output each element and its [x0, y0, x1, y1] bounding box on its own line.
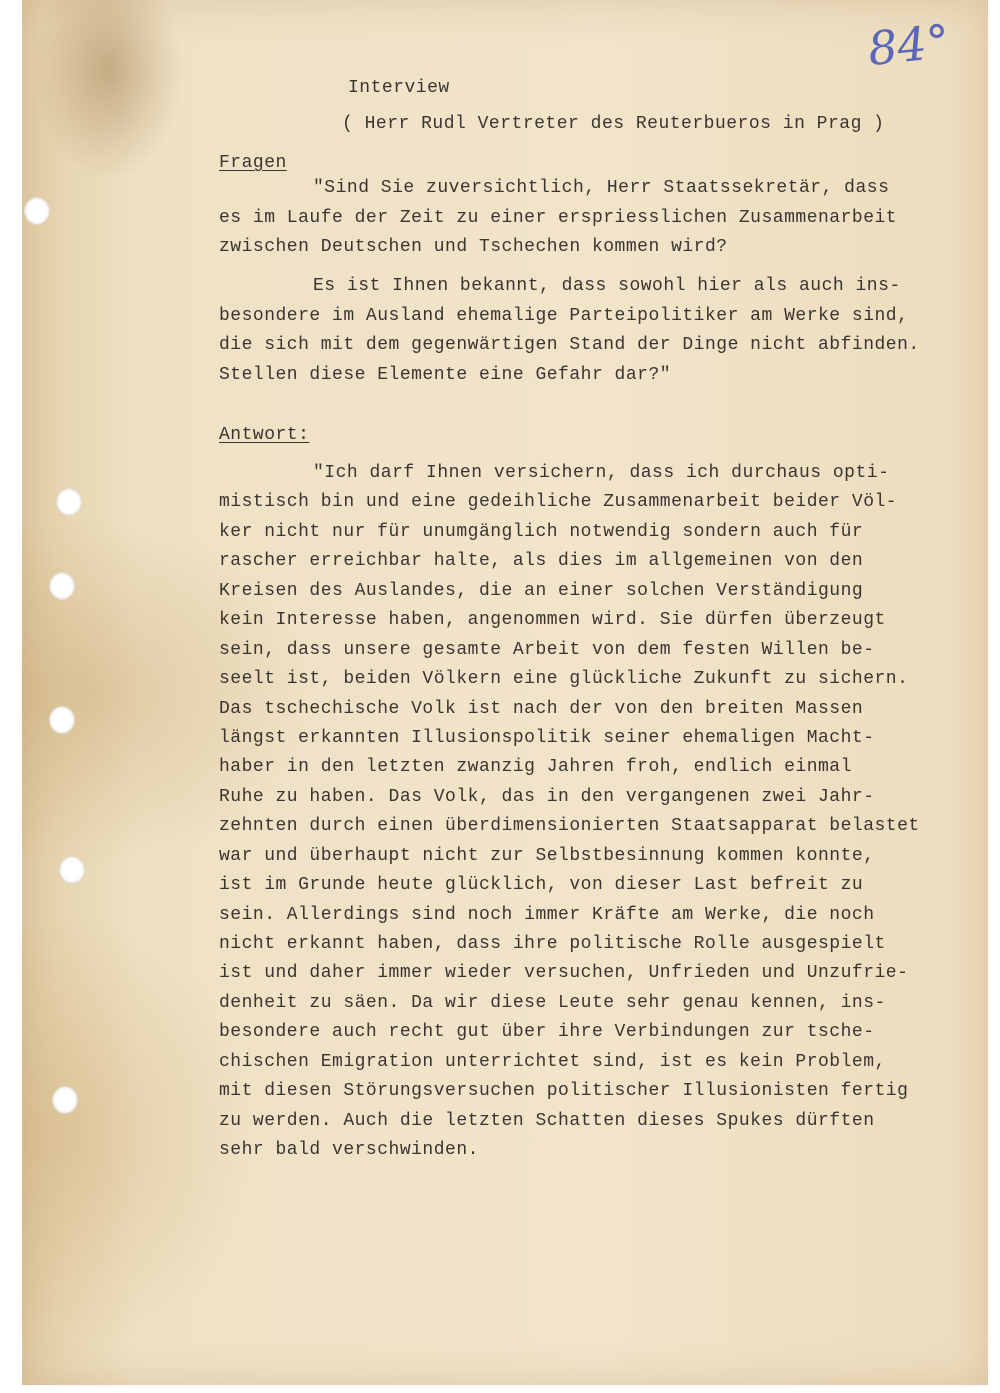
text-line: Kreisen des Auslandes, die an einer solchen Verständigung [219, 580, 864, 601]
text-line: sein, dass unsere gesamte Arbeit von dem festen Willen be- [219, 639, 875, 660]
text-line: Stellen diese Elemente eine Gefahr dar?" [219, 364, 672, 385]
text-line: besondere auch recht gut über ihre Verbindungen zur tsche- [219, 1022, 875, 1043]
answer-label: Antwort: [219, 425, 310, 445]
text-line: längst erkannten Illusionspolitik seiner ehemaligen Macht- [219, 727, 875, 748]
text-line: mistisch bin und eine gedeihliche Zusammenarbeit beider Völ- [219, 492, 898, 513]
text-line: "Ich darf Ihnen versichern, dass ich durchaus opti- [313, 463, 890, 483]
text-line: mit diesen Störungsversuchen politischer Illusionisten fertig [219, 1081, 909, 1102]
document-subtitle: ( Herr Rudl Vertreter des Reuterbueros in Prag ) [342, 114, 885, 134]
text-line: ist im Grunde heute glücklich, von dieser Last befreit zu [219, 875, 864, 896]
text-line: sehr bald verschwinden. [219, 1140, 479, 1161]
text-line: sein. Allerdings sind noch immer Kräfte am Werke, die noch [219, 904, 875, 925]
text-line: chischen Emigration unterrichtet sind, ist es kein Problem, [219, 1051, 886, 1072]
text-line: zu werden. Auch die letzten Schatten dieses Spukes dürften [219, 1110, 875, 1131]
text-line: "Sind Sie zuversichtlich, Herr Staatssekretär, dass [313, 178, 890, 198]
punch-hole [24, 197, 50, 225]
questions-label: Fragen [219, 153, 287, 173]
answer-paragraph [219, 459, 920, 1166]
text-line: es im Laufe der Zeit zu einer erspriesslichen Zusammenarbeit [219, 207, 898, 228]
text-line: die sich mit dem gegenwärtigen Stand der Dinge nicht abfinden. [219, 335, 920, 356]
punch-hole [59, 856, 85, 884]
text-line: besondere im Ausland ehemalige Parteipolitiker am Werke sind, [219, 305, 909, 326]
text-line: Ruhe zu haben. Das Volk, das in den vergangenen zwei Jahr- [219, 786, 875, 807]
text-line: seelt ist, beiden Völkern eine glückliche Zukunft zu sichern. [219, 669, 909, 690]
question-paragraph-1 [219, 174, 897, 263]
text-line: ker nicht nur für unumgänglich notwendig sondern auch für [219, 521, 864, 542]
question-paragraph-2 [219, 272, 920, 390]
text-line: haber in den letzten zwanzig Jahren froh, endlich einmal [219, 757, 852, 778]
text-line: nicht erkannt haben, dass ihre politische Rolle ausgespielt [219, 934, 886, 954]
text-line: kein Interesse haben, angenommen wird. Sie dürfen überzeugt [219, 610, 886, 631]
punch-hole [49, 572, 75, 600]
text-line: war und überhaupt nicht zur Selbstbesinnung kommen konnte, [219, 845, 875, 866]
text-line: zehnten durch einen überdimensionierten Staatsapparat belastet [219, 816, 920, 837]
text-line: ist und daher immer wieder versuchen, Unfrieden und Unzufrie- [219, 963, 909, 984]
text-line: Das tschechische Volk ist nach der von den breiten Massen [219, 698, 864, 719]
text-line: zwischen Deutschen und Tschechen kommen wird? [219, 237, 728, 258]
text-line: rascher erreichbar halte, als dies im allgemeinen von den [219, 551, 864, 572]
punch-hole [49, 706, 75, 734]
text-line: Es ist Ihnen bekannt, dass sowohl hier als auch ins- [313, 276, 901, 296]
punch-hole [52, 1086, 78, 1114]
handwritten-page-number: 84° [865, 13, 953, 77]
document-title: Interview [348, 78, 450, 98]
punch-hole [56, 488, 82, 516]
text-line: denheit zu säen. Da wir diese Leute sehr genau kennen, ins- [219, 992, 886, 1013]
